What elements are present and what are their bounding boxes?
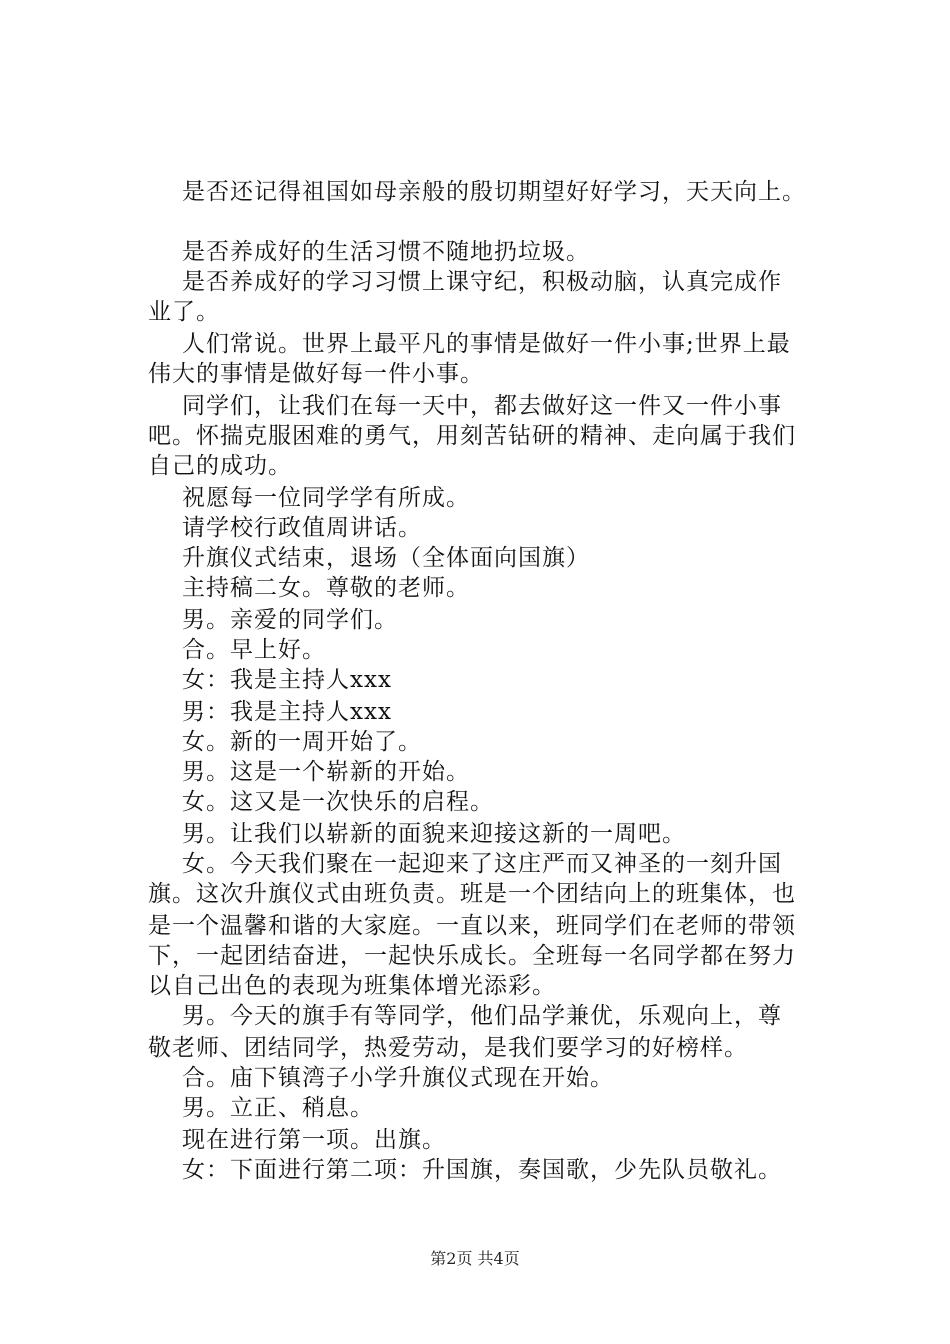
text-line: 业了。 bbox=[148, 299, 220, 325]
text-line: 男：我是主持人xxx bbox=[182, 699, 392, 725]
text-line: 升旗仪式结束，退场（全体面向国旗） bbox=[182, 545, 590, 571]
text-line: 女。这又是一次快乐的启程。 bbox=[182, 789, 494, 815]
text-line: 吧。怀揣克服困难的勇气，用刻苦钻研的精神、走向属于我们 bbox=[148, 423, 796, 449]
text-line: 男。立正、稍息。 bbox=[182, 1095, 374, 1121]
text-line: 女。今天我们聚在一起迎来了这庄严而又神圣的一刻升国 bbox=[182, 851, 782, 877]
text-line: 敬老师、团结同学，热爱劳动，是我们要学习的好榜样。 bbox=[148, 1035, 748, 1061]
text-line: 女：我是主持人xxx bbox=[182, 667, 392, 693]
text-line: 男。这是一个崭新的开始。 bbox=[182, 759, 470, 785]
text-line: 伟大的事情是做好每一件小事。 bbox=[148, 361, 484, 387]
text-line: 是一个温馨和谐的大家庭。一直以来，班同学们在老师的带领 bbox=[148, 913, 796, 939]
text-line: 男。亲爱的同学们。 bbox=[182, 607, 398, 633]
text-line: 是否养成好的学习习惯上课守纪，积极动脑，认真完成作 bbox=[182, 269, 782, 295]
text-line: 请学校行政值周讲话。 bbox=[182, 515, 422, 541]
text-line: 合。庙下镇湾子小学升旗仪式现在开始。 bbox=[182, 1065, 614, 1091]
text-line: 旗。这次升旗仪式由班负责。班是一个团结向上的班集体，也 bbox=[148, 881, 796, 907]
text-line: 同学们，让我们在每一天中，都去做好这一件又一件小事 bbox=[182, 393, 782, 419]
text-line: 是否还记得祖国如母亲般的殷切期望好好学习，天天向上。 bbox=[182, 179, 806, 205]
page-footer: 第2页 共4页 bbox=[430, 1249, 520, 1268]
text-line: 现在进行第一项。出旗。 bbox=[182, 1127, 446, 1153]
text-line: 女。新的一周开始了。 bbox=[182, 729, 422, 755]
text-line: 以自己出色的表现为班集体增光添彩。 bbox=[148, 973, 556, 999]
text-line: 主持稿二女。尊敬的老师。 bbox=[182, 575, 470, 601]
text-line: 女：下面进行第二项：升国旗，奏国歌，少先队员敬礼。 bbox=[182, 1157, 782, 1183]
text-line: 是否养成好的生活习惯不随地扔垃圾。 bbox=[182, 239, 590, 265]
text-line: 自己的成功。 bbox=[148, 453, 292, 479]
text-line: 祝愿每一位同学学有所成。 bbox=[182, 485, 470, 511]
text-line: 合。早上好。 bbox=[182, 637, 326, 663]
text-line: 人们常说。世界上最平凡的事情是做好一件小事;世界上最 bbox=[182, 331, 791, 357]
text-line: 男。让我们以崭新的面貌来迎接这新的一周吧。 bbox=[182, 821, 686, 847]
text-line: 下，一起团结奋进，一起快乐成长。全班每一名同学都在努力 bbox=[148, 943, 796, 969]
text-line: 男。今天的旗手有等同学，他们品学兼优，乐观向上，尊 bbox=[182, 1003, 782, 1029]
